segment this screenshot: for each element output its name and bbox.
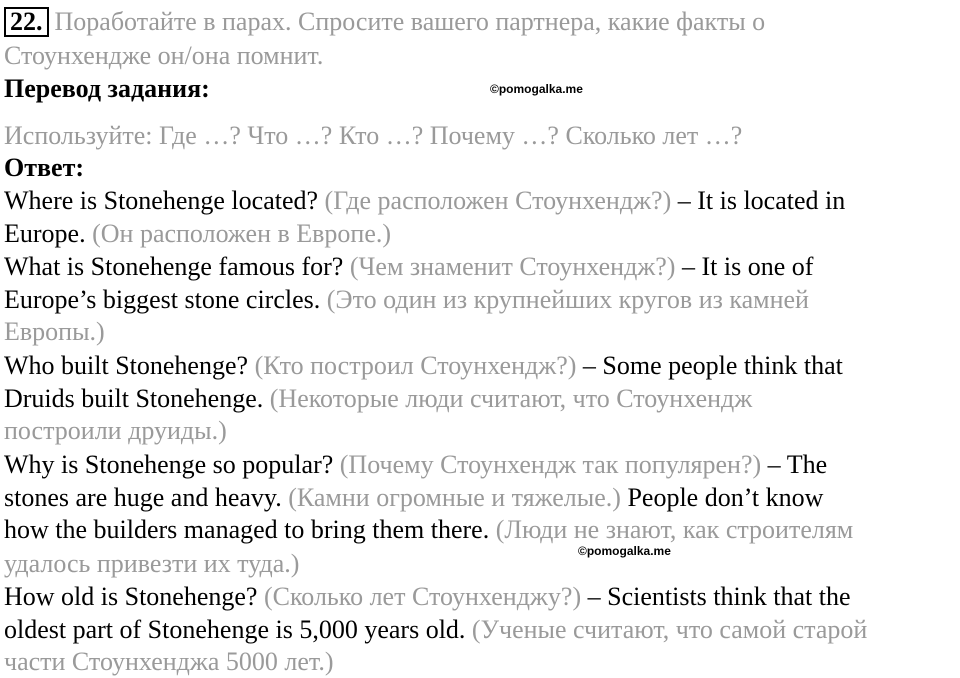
- answer-3-en-part1: – Some people think that: [576, 351, 843, 380]
- answer-2-en-part2: Europe’s biggest stone circles.: [4, 285, 321, 314]
- answer-line-7: [4, 383, 752, 415]
- question-2-en: What is Stonehenge famous for?: [4, 252, 344, 281]
- question-1-en: Where is Stonehenge located?: [4, 186, 319, 215]
- answer-line-5: Европы.): [4, 317, 105, 346]
- answer-5-en-part1: – Scientists think that the: [581, 582, 851, 611]
- answer-5-ru-part1: (Ученые считают, что самой старой: [465, 615, 868, 644]
- answer-4-en-part3: People don’t know: [620, 483, 824, 512]
- answer-line-2: [4, 218, 391, 250]
- answer-line-10: [4, 482, 823, 514]
- answer-line-11: [4, 514, 853, 546]
- answer-line-15: части Стоунхенджа 5000 лет.): [4, 647, 334, 676]
- answer-line-1: [4, 185, 845, 217]
- question-4-en: Why is Stonehenge so popular?: [4, 450, 334, 479]
- answer-1-en-part1: – It is located in: [671, 186, 846, 215]
- question-5-en: How old is Stonehenge?: [4, 582, 258, 611]
- question-3-ru: (Кто построил Стоунхендж?): [248, 351, 577, 380]
- hint-line: Используйте: Где …? Что …? Кто …? Почему …? Сколько лет …?: [4, 121, 743, 150]
- task-text-1: Поработайте в парах. Спросите вашего партнера, какие факты о: [54, 7, 766, 36]
- answer-line-3: [4, 251, 813, 283]
- answer-4-ru-part1: (Камни огромные и тяжелые.): [281, 483, 621, 512]
- answer-line-8: построили друиды.): [4, 416, 227, 445]
- answer-4-en-part4: how the builders managed to bring them there.: [4, 515, 490, 544]
- answer-1-en-part2: Europe.: [4, 219, 86, 248]
- question-5-ru: (Сколько лет Стоунхенджу?): [257, 582, 582, 611]
- answer-4-en-part1: – The: [761, 450, 828, 479]
- answer-line-12: удалось привезти их туда.): [4, 549, 300, 578]
- answer-4-en-part2: stones are huge and heavy.: [4, 483, 282, 512]
- question-3-en: Who built Stonehenge?: [4, 351, 249, 380]
- question-2-ru: (Чем знаменит Стоунхендж?): [343, 252, 676, 281]
- answer-3-en-part2: Druids built Stonehenge.: [4, 384, 264, 413]
- answer-line-13: [4, 581, 850, 613]
- answer-3-ru-part1: (Некоторые люди считают, что Стоунхендж: [263, 384, 753, 413]
- question-4-ru: (Почему Стоунхендж так популярен?): [333, 450, 762, 479]
- answer-1-ru: (Он расположен в Европе.): [85, 219, 392, 248]
- task-line-1: [4, 6, 765, 38]
- answer-4-ru-part2: (Люди не знают, как строителям: [489, 515, 854, 544]
- answer-line-4: [4, 284, 809, 316]
- watermark-bottom: ©pomogalka.me: [578, 544, 671, 558]
- answer-2-ru-part1: (Это один из крупнейших кругов из камней: [320, 285, 809, 314]
- watermark-top: ©pomogalka.me: [490, 82, 583, 96]
- translation-heading: Перевод задания:: [4, 74, 210, 103]
- answer-2-en-part1: – It is one of: [675, 252, 814, 281]
- answer-5-en-part2: oldest part of Stonehenge is 5,000 years old.: [4, 615, 466, 644]
- answer-line-14: [4, 614, 867, 646]
- answer-line-9: [4, 449, 827, 481]
- answer-heading: Ответ:: [4, 153, 85, 182]
- task-number: 22.: [4, 7, 49, 37]
- task-line-2: Стоунхендже он/она помнит.: [4, 41, 324, 70]
- question-1-ru: (Где расположен Стоунхендж?): [318, 186, 672, 215]
- answer-line-6: [4, 350, 843, 382]
